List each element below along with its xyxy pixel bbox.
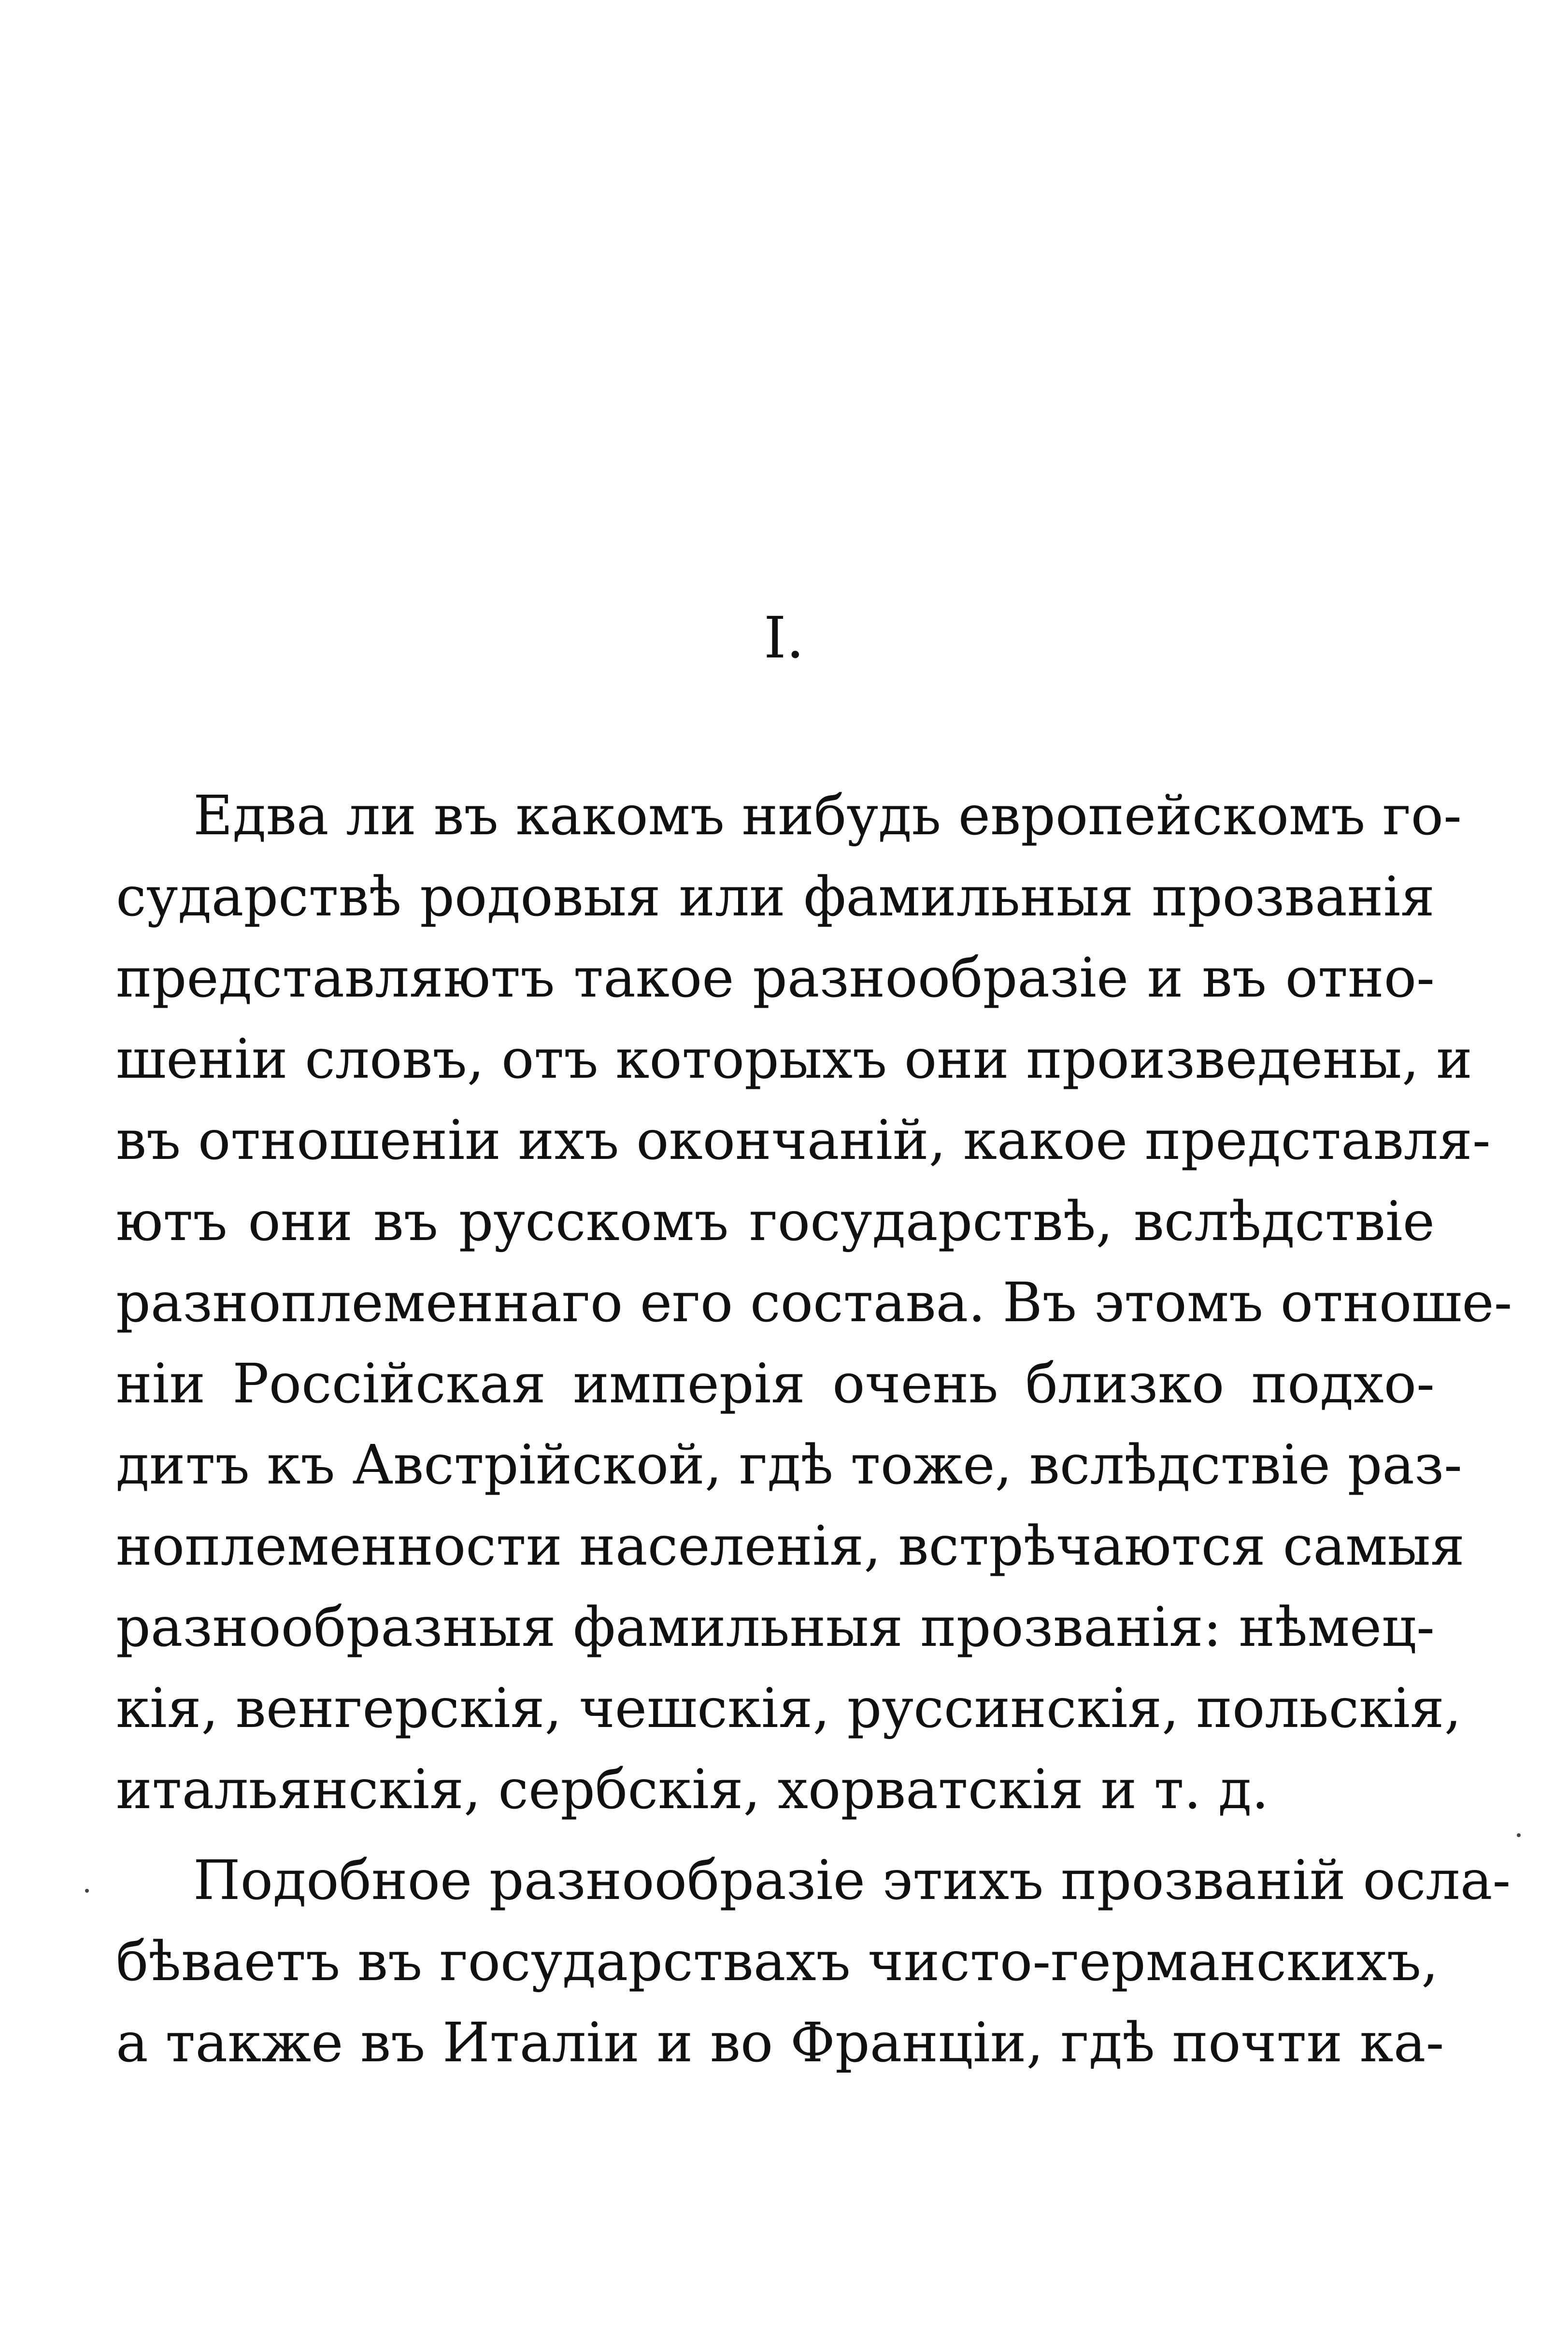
print-speck (85, 1889, 89, 1893)
paragraph-1 (116, 775, 1512, 1830)
text-line: ютъ они въ русскомъ государствѣ, вслѣдствіе (116, 1190, 1435, 1253)
text-line: въ отношеніи ихъ окончаній, какое представля- (116, 1109, 1491, 1172)
text-line: бѣваетъ въ государствахъ чисто-германскихъ, (116, 1930, 1439, 1993)
text-line: шеніи словъ, отъ которыхъ они произведены, и (116, 1028, 1472, 1091)
text-line: дитъ къ Австрійской, гдѣ тоже, вслѣдствіе раз- (116, 1434, 1462, 1497)
text-line: ніи Россійская имперія очень близко подхо- (116, 1353, 1435, 1415)
text-line: а также въ Италіи и во Франціи, гдѣ почти ка- (116, 2012, 1444, 2074)
body-text (116, 775, 1512, 2083)
print-speck (1517, 1833, 1521, 1837)
chapter-number: I. (763, 604, 805, 671)
text-line: итальянскія, сербскія, хорватскія и т. д. (116, 1758, 1269, 1821)
paragraph-gap (116, 1830, 1435, 1840)
text-line: Едва ли въ какомъ нибудь европейскомъ го- (193, 785, 1462, 847)
text-line: разнообразныя фамильныя прозванія: нѣмец- (116, 1596, 1435, 1659)
text-line: кія, венгерскія, чешскія, руссинскія, польскія, (116, 1677, 1462, 1740)
text-line: ноплеменности населенія, встрѣчаются самыя (116, 1515, 1465, 1578)
text-line: сударствѣ родовыя или фамильныя прозванія (116, 866, 1435, 928)
text-line: Подобное разнообразіе этихъ прозваній осла- (193, 1849, 1511, 1912)
text-line: представляютъ такое разнообразіе и въ отно- (116, 947, 1435, 1010)
text-line: разноплеменнаго его состава. Въ этомъ отноше- (116, 1271, 1512, 1334)
paragraph-2 (116, 1840, 1511, 2083)
